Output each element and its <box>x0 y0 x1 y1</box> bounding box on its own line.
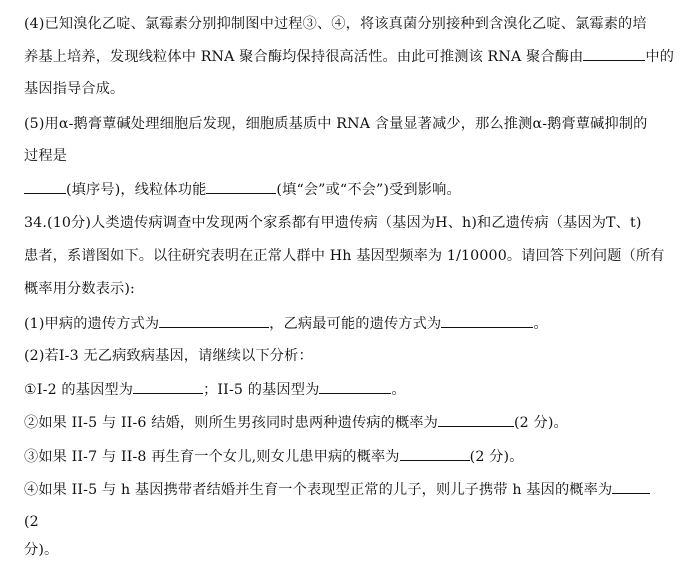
q5-line-3 <box>24 179 688 200</box>
answer-blank <box>612 479 650 494</box>
answer-blank <box>400 446 470 461</box>
answer-blank <box>159 313 269 328</box>
q34-sub-4-cont: (2 <box>24 514 39 530</box>
q4-line-3: 基因指导合成。 <box>24 81 125 97</box>
answer-blank <box>133 379 203 394</box>
q34-part-2: (2)若Ⅰ-3 无乙病致病基因，请继续以下分析： <box>24 348 313 364</box>
answer-blank <box>24 179 66 194</box>
answer-blank <box>438 412 514 427</box>
q4-line-1: (4)已知溴化乙啶、氯霉素分别抑制图中过程③、④，将该真菌分别接种到含溴化乙啶、氯霉素的培 <box>24 16 647 32</box>
q34-sub-4-end: 分)。 <box>24 542 59 558</box>
q34-sub-4 <box>24 479 688 500</box>
q34-intro-1: 34.(10分)人类遗传病调查中发现两个家系都有甲遗传病（基因为H、h)和乙遗传病（基因为T、t) <box>24 215 642 231</box>
q34-sub-2-tail: (2 分)。 <box>514 415 568 431</box>
q34-sub-3-tail: (2 分)。 <box>469 449 524 465</box>
q5-line-2: 过程是 <box>24 148 68 164</box>
q5-line-3-text: (填序号)，线粒体功能 <box>66 182 207 198</box>
q5-line-3-tail: (填“会”或“不会”)受到影响。 <box>276 182 461 198</box>
q34-sub-1-text: ①Ⅰ-2 的基因型为 <box>24 382 134 398</box>
q34-sub-2 <box>24 412 688 433</box>
q34-sub-3 <box>24 446 688 467</box>
answer-blank <box>206 179 276 194</box>
q4-line-2-tail: 中的 <box>645 49 675 65</box>
q34-part-1 <box>24 313 688 334</box>
answer-blank <box>319 379 391 394</box>
answer-blank <box>583 46 645 61</box>
q34-part-1-mid: ，乙病最可能的遗传方式为 <box>269 316 442 332</box>
q34-part-1-end: 。 <box>533 316 548 332</box>
q34-sub-1-end: 。 <box>391 382 406 398</box>
q34-part-1-text: (1)甲病的遗传方式为 <box>24 316 160 332</box>
q34-sub-1 <box>24 379 688 400</box>
q34-sub-4-text: ④如果 II-5 与 h 基因携带者结婚并生育一个表现型正常的儿子，则儿子携带 h 基因的概率为 <box>24 482 613 498</box>
q34-intro-3: 概率用分数表示): <box>24 281 135 297</box>
q34-intro-2: 患者，系谱图如下。以往研究表明在正常人群中 Hh 基因型频率为 1/10000。请回答下列问题（所有 <box>24 248 665 264</box>
q4-line-2-text: 养基上培养，发现线粒体中 RNA 聚合酶均保持很高活性。由此可推测该 RNA 聚合酶由 <box>24 49 584 65</box>
q34-sub-3-text: ③如果 II-7 与 II-8 再生育一个女儿,则女儿患甲病的概率为 <box>24 449 400 465</box>
answer-blank <box>441 313 533 328</box>
q34-sub-1-mid: ；II-5 的基因型为 <box>203 382 320 398</box>
q5-line-1: (5)用α-鹅膏蕈碱处理细胞后发现，细胞质基质中 RNA 含量显著减少，那么推测α-鹅膏蕈碱抑制的 <box>24 116 648 132</box>
q4-line-2 <box>24 46 688 67</box>
q34-sub-2-text: ②如果 II-5 与 II-6 结婚，则所生男孩同时患两种遗传病的概率为 <box>24 415 438 431</box>
